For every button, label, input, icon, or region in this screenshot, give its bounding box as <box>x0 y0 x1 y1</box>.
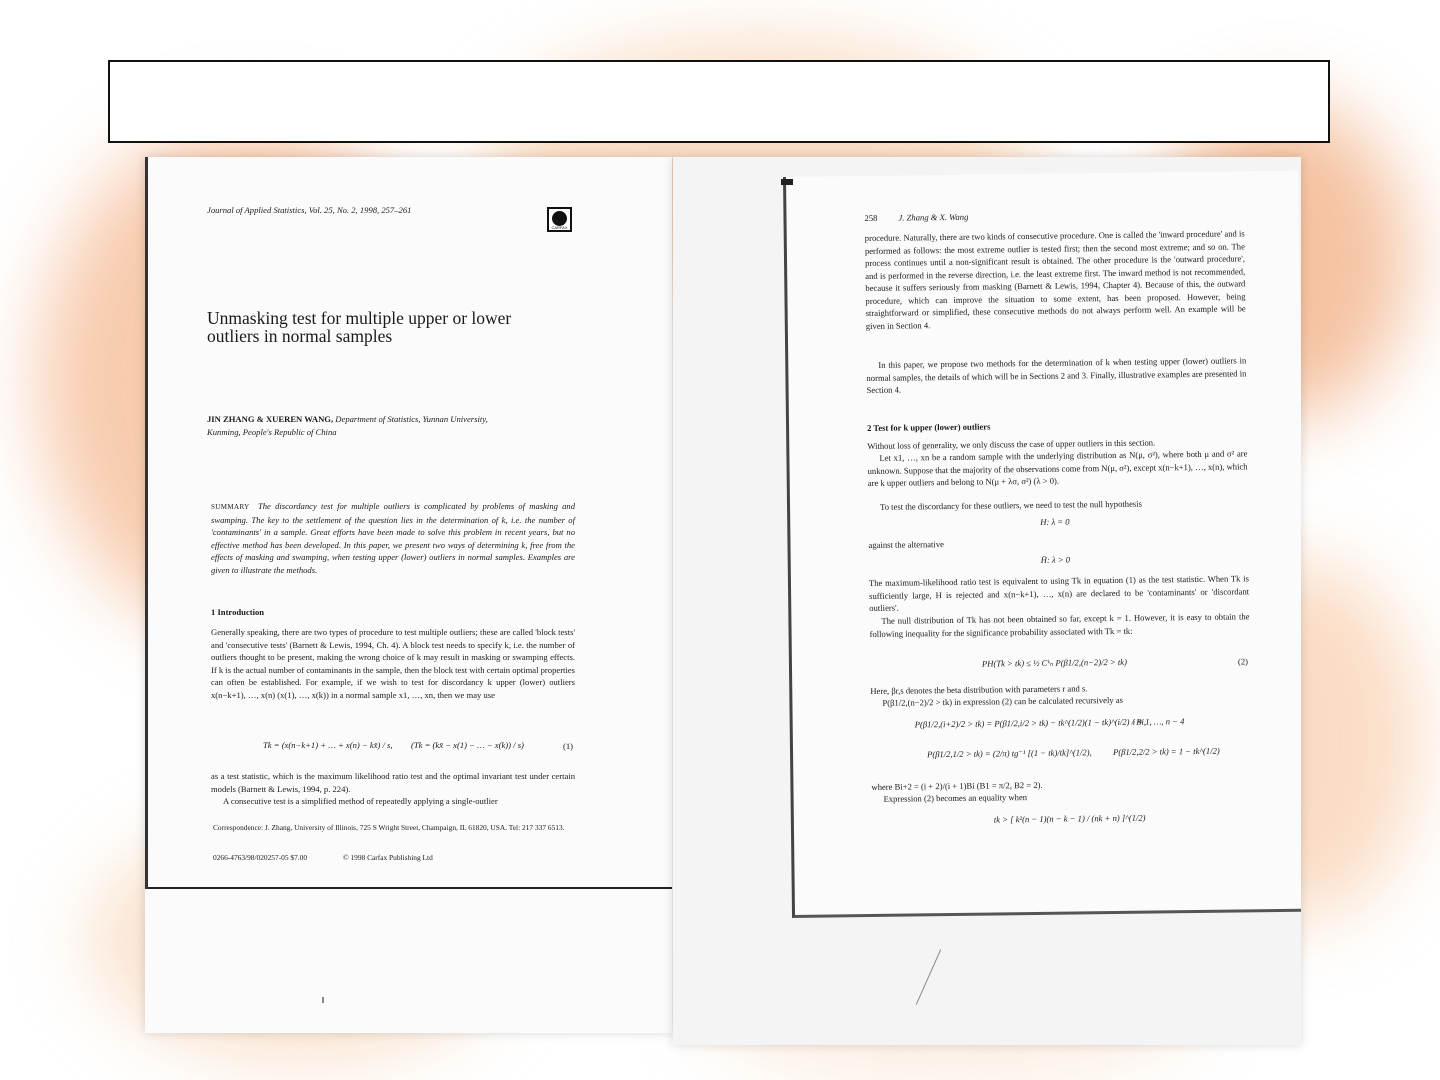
null-hypothesis: H: λ = 0 <box>1040 516 1070 527</box>
author-affiliation: Department of Statistics, Yunnan University, <box>335 414 488 424</box>
right-sheet <box>783 171 1301 918</box>
left-paper-page <box>145 157 672 1033</box>
right-paragraph-10: where Bi+2 = (i + 2)/(i + 1)Bi (B1 = π/2, B2 = 2). <box>871 779 1043 792</box>
intro-paragraph-3: A consecutive test is a simplified method of repeatedly applying a single-outlier <box>223 796 498 806</box>
journal-header: Journal of Applied Statistics, Vol. 25, No. 2, 1998, 257–261 <box>207 205 412 215</box>
against-text: against the alternative <box>868 539 944 550</box>
right-paragraph-7: The null distribution of Tk has not been obtained so far, except k = 1. However, it is easy to obtain the following inequality for the significance probability associated with Tk = tk: <box>869 611 1250 639</box>
correspondence-note: Correspondence: J. Zhang, University of Illinois, 725 S Wright Street, Champaign, IL 61820, USA. Tel: 217 337 6513. <box>213 823 565 832</box>
equation-1-left: Tk = (x(n−k+1) + … + x(n) − kx̄) / s, <box>263 740 393 750</box>
right-paragraph-11: Expression (2) becomes an equality when <box>883 792 1028 804</box>
page-number: 258 <box>864 212 878 224</box>
right-paragraph-3: Without loss of generality, we only discuss the case of upper outliers in this section. <box>867 437 1156 451</box>
equation-4: tk > [ k²(n − 1)(n − k − 1) / (nk + n) ]^(1/2) <box>993 812 1146 825</box>
equation-2: PH(Tk > tk) ≤ ½ Cᵏₙ P(β1/2,(n−2)/2 > tk) <box>981 656 1127 669</box>
equation-1-number: (1) <box>563 741 574 751</box>
abstract <box>211 500 575 576</box>
paper-title-line2: outliers in normal samples <box>207 326 393 346</box>
right-paragraph-1: procedure. Naturally, there are two kinds of consecutive procedure. One is called the 'inward procedure' and is performed as follows: the most extreme outlier is tested first; then the second most extreme; and so on. The process continues until a non-significant result is obtained. The other procedure is the 'outward procedure', and is performed in the reverse direction, i.e. the least extreme first. The inward method is not recommended, because it suffers seriously from masking (Barnett & Lewis, 1994, Chapter 4). Because of this, the outward procedure, which can improve the situation to some extent, has been proposed. However, being straightforward or simplified, these consecutive methods do not always perform well. An example will be given in Section 4. <box>864 228 1246 331</box>
page-corner-mark <box>781 179 793 185</box>
equation-3a-range: i = 1, …, n − 4 <box>1132 716 1185 727</box>
section-1-heading: 1 Introduction <box>211 607 265 617</box>
footer-code: 0266-4763/98/020257-05 $7.00 <box>213 853 308 862</box>
equation-3a: P(β1/2,(i+2)/2 > tk) = P(β1/2,i/2 > tk) − tk^(1/2)(1 − tk)^(i/2) / Bi, <box>914 716 1147 730</box>
right-paragraph-6: The maximum-likelihood ratio test is equivalent to using Tk in equation (1) as the test statistic. When Tk is sufficiently large, H is rejected and x(n−k+1), …, x(n) are declared to be 'contaminants' or 'discordant outliers'. <box>868 573 1250 613</box>
carfax-logo-label: CARFAX <box>551 225 568 230</box>
right-paragraph-9: P(β1/2,(n−2)/2 > tk) in expression (2) can be calculated recursively as <box>882 694 1124 708</box>
intro-paragraph-2: as a test statistic, which is the maximum likelihood ratio test and the optimal invariant test under certain models (Barnett & Lewis, 1994, p. 224). <box>211 771 575 794</box>
page-bottom-edge <box>145 887 672 889</box>
author-affiliation-city: Kunming, People's Republic of China <box>207 426 337 437</box>
page-left-edge <box>145 157 148 889</box>
scan-scratch <box>916 949 941 1004</box>
scan-speck <box>322 997 324 1003</box>
running-head: J. Zhang & X. Wang <box>898 211 969 223</box>
intro-paragraph-1: Generally speaking, there are two types of procedure to test multiple outliers; these are called 'block tests' and 'consecutive tests' (Barnett & Lewis, 1994, Ch. 4). A block test needs to specify k, i.e. the number of outliers thought to be present, making the wrong choice of k may result in masking or swamping effects. If k is the actual number of contaminants in the sample, then the block test with certain optimal properties can often be established. For example, if we wish to test for discordancy k upper (lower) outliers x(n−k+1), …, x(n) (x(1), …, x(k)) in a normal sample x1, …, xn, then we may use <box>211 627 575 700</box>
equation-2-number: (2) <box>1237 656 1249 667</box>
equation-3c: P(β1/2,2/2 > tk) = 1 − tk^(1/2) <box>1112 745 1220 758</box>
alternative-hypothesis: H̄: λ > 0 <box>1040 554 1071 565</box>
author-block <box>207 413 577 438</box>
paper-title <box>207 309 587 345</box>
abstract-text: The discordancy test for multiple outliers is complicated by problems of masking and swamping. The key to the settlement of the question lies in the determination of k, i.e. the number of 'contaminants' in a sample. Great efforts have been made to solve this problem in recent years, but no effective method has been developed. In this paper, we present two ways of determining k, free from the effects of masking and swamping, when testing upper (lower) outliers in normal samples. Examples are given to illustrate the methods. <box>211 501 575 575</box>
equation-3b: P(β1/2,1/2 > tk) = (2/π) tg⁻¹ [(1 − tk)/tk]^(1/2), <box>927 747 1092 760</box>
section-2-heading: 2 Test for k upper (lower) outliers <box>867 421 991 433</box>
right-paragraph-2: In this paper, we propose two methods for the determination of k when testing upper (lower) outliers in normal samples, the details of which will be in Sections 2 and 3. Finally, illustrative examples are presented in Section 4. <box>866 355 1247 395</box>
right-paper-page <box>673 157 1301 1045</box>
author-names: JIN ZHANG & XUEREN WANG, <box>207 414 334 424</box>
slide-title-box <box>108 60 1330 143</box>
right-paragraph-8: Here, βr,s denotes the beta distribution with parameters r and s. <box>870 683 1088 696</box>
carfax-logo-icon <box>547 207 572 232</box>
paper-title-line1: Unmasking test for multiple upper or lower <box>207 308 512 328</box>
right-paragraph-4: Let x1, …, xn be a random sample with the underlying distribution as N(μ, σ²), where both μ and σ² are unknown. Suppose that the majority of the observations come from N(μ, σ²), except x(n−k+1), …, x(n), which are k upper outliers and belong to N(μ + λσ, σ²) (λ > 0). <box>867 448 1248 488</box>
footer-copyright: © 1998 Carfax Publishing Ltd <box>343 853 433 862</box>
abstract-label: SUMMARY <box>211 503 250 511</box>
equation-1 <box>211 732 575 760</box>
equation-1-right: (Tk = (kx̄ − x(1) − … − x(k)) / s) <box>411 740 524 750</box>
right-paragraph-5: To test the discordancy for these outliers, we need to test the null hypothesis <box>879 498 1143 512</box>
